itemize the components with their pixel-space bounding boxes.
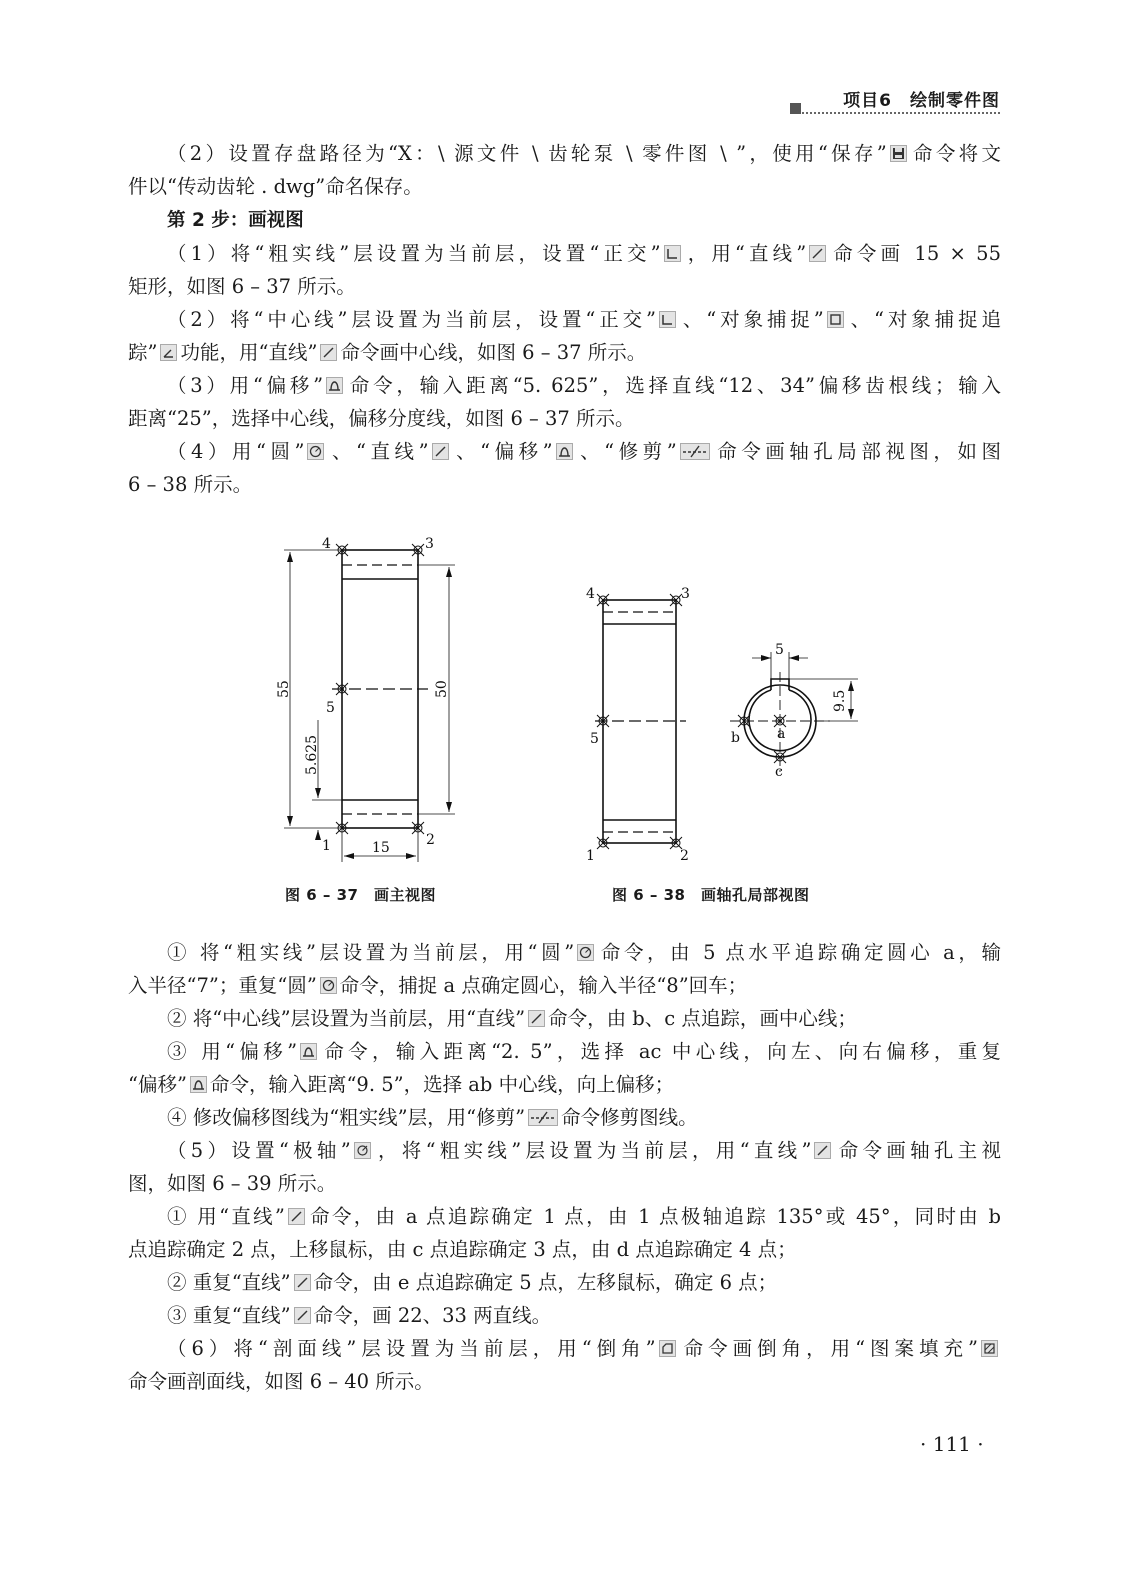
object-snap-icon: [827, 311, 844, 328]
polar-icon: [354, 1142, 371, 1159]
line-icon: [814, 1142, 831, 1159]
point-label: 3: [681, 586, 690, 602]
ortho-icon: [659, 311, 676, 328]
point-label: 2: [680, 848, 689, 864]
figure-6-37-drawing: [284, 544, 455, 862]
offset-icon: [556, 443, 573, 460]
paragraph: 图，如图 6 – 39 所示。: [128, 1172, 337, 1195]
dimension-label-offset: 5.625: [304, 734, 320, 775]
paragraph: ④ 修改偏移图线为“粗实线”层，用“修剪” 命令修剪图线。: [167, 1106, 698, 1129]
paragraph: 命令画剖面线，如图 6 – 40 所示。: [128, 1370, 434, 1393]
paragraph: 入半径“7”；重复“圆” 命令，捕捉 a 点确定圆心，输入半径“8”回车；: [128, 974, 748, 997]
point-label: 1: [322, 838, 331, 854]
offset-icon: [326, 377, 343, 394]
point-label: 5: [326, 700, 335, 716]
paragraph: 6 – 38 所示。: [128, 473, 253, 496]
header-dotted-rule: [802, 112, 1000, 114]
paragraph: （4）用“圆” 、“直线” 、“偏移” 、“修剪” 命令画轴孔局部视图，如图: [167, 440, 1001, 463]
line-icon: [320, 344, 337, 361]
point-label: b: [731, 730, 740, 746]
body-text-top: [128, 137, 1001, 501]
line-icon: [294, 1274, 311, 1291]
dimension-label-depth: 9.5: [832, 689, 848, 712]
dimension-label-height: 55: [276, 680, 292, 698]
paragraph: 点追踪确定 2 点，上移鼠标，由 c 点追踪确定 3 点，由 d 点追踪确定 4 点；: [128, 1238, 797, 1261]
line-icon: [294, 1307, 311, 1324]
chamfer-icon: [659, 1340, 676, 1357]
paragraph: （2）设置存盘路径为“X：\ 源文件 \ 齿轮泵 \ 零件图 \ ”，使用“保存” 命令将文: [167, 142, 1001, 165]
paragraph: 件以“传动齿轮 . dwg”命名保存。: [128, 175, 423, 198]
header-square-mark: [790, 103, 801, 114]
point-label: a: [777, 726, 786, 742]
step-heading: 第 2 步：画视图: [167, 210, 304, 231]
line-icon: [528, 1010, 545, 1027]
trim-icon: [680, 443, 710, 460]
paragraph: （3）用“偏移” 命令，输入距离“5. 625”，选择直线“12、34”偏移齿根线；输入: [167, 374, 1001, 397]
paragraph: ② 重复“直线” 命令，由 e 点追踪确定 5 点，左移鼠标，确定 6 点；: [167, 1271, 778, 1294]
chapter-title: 项目6 绘制零件图: [843, 91, 1000, 111]
circle-icon: [307, 443, 324, 460]
page-header: [0, 0, 1127, 130]
paragraph: 踪” 功能，用“直线” 命令画中心线，如图 6 – 37 所示。: [128, 341, 647, 364]
point-label: c: [775, 764, 783, 780]
paragraph: （2）将“中心线”层设置为当前层，设置“正交” 、“对象捕捉” 、“对象捕捉追: [167, 308, 1001, 331]
page-number: · 111 ·: [920, 1432, 984, 1456]
offset-icon: [300, 1043, 317, 1060]
point-label: 2: [426, 832, 435, 848]
offset-icon: [190, 1076, 207, 1093]
trim-icon: [528, 1109, 558, 1126]
paragraph: ② 将“中心线”层设置为当前层，用“直线” 命令，由 b、c 点追踪，画中心线；: [167, 1007, 857, 1030]
circle-icon: [320, 977, 337, 994]
line-icon: [288, 1208, 305, 1225]
figure-6-38-caption: 图 6 – 38 画轴孔局部视图: [612, 886, 810, 904]
point-label: 4: [586, 586, 595, 602]
dimension-label-width: 15: [372, 840, 390, 856]
paragraph: 距离“25”，选择中心线，偏移分度线，如图 6 – 37 所示。: [128, 407, 635, 430]
figure-6-37-caption: 图 6 – 37 画主视图: [285, 886, 436, 904]
paragraph: ① 将“粗实线”层设置为当前层，用“圆” 命令，由 5 点水平追踪确定圆心 a，输: [167, 941, 1001, 964]
paragraph: （5）设置“极轴” ，将“粗实线”层设置为当前层，用“直线” 命令画轴孔主视: [167, 1139, 1001, 1162]
figure-6-38-main-view: [595, 594, 686, 849]
circle-icon: [577, 944, 594, 961]
save-icon: [890, 145, 907, 162]
ortho-icon: [664, 245, 681, 262]
paragraph: 矩形，如图 6 – 37 所示。: [128, 275, 356, 298]
paragraph: “偏移” 命令，输入距离“9. 5”，选择 ab 中心线，向上偏移；: [128, 1073, 675, 1096]
paragraph: ③ 用“偏移” 命令，输入距离“2. 5”，选择 ac 中心线，向左、向右偏移，重复: [167, 1040, 1002, 1063]
point-label: 1: [586, 848, 595, 864]
body-text-bottom: [128, 936, 1001, 1398]
dimension-label-inner: 50: [434, 680, 450, 698]
point-label: 4: [322, 536, 331, 552]
paragraph: ③ 重复“直线” 命令，画 22、33 两直线。: [167, 1304, 552, 1327]
line-icon: [809, 245, 826, 262]
object-snap-tracking-icon: [160, 344, 177, 361]
point-label: 5: [590, 731, 599, 747]
dimension-label-key: 5: [775, 642, 784, 658]
figures-area: [0, 520, 1127, 920]
point-label: 3: [425, 536, 434, 552]
hatch-icon: [981, 1340, 998, 1357]
paragraph: ① 用“直线” 命令，由 a 点追踪确定 1 点，由 1 点极轴追踪 135°或 45°，同时由 b: [167, 1205, 1001, 1228]
paragraph: （6）将“剖面线”层设置为当前层，用“倒角” 命令画倒角，用“图案填充”: [128, 1332, 1001, 1365]
paragraph: （1）将“粗实线”层设置为当前层，设置“正交” ，用“直线” 命令画 15 × 55: [167, 242, 1001, 265]
line-icon: [432, 443, 449, 460]
